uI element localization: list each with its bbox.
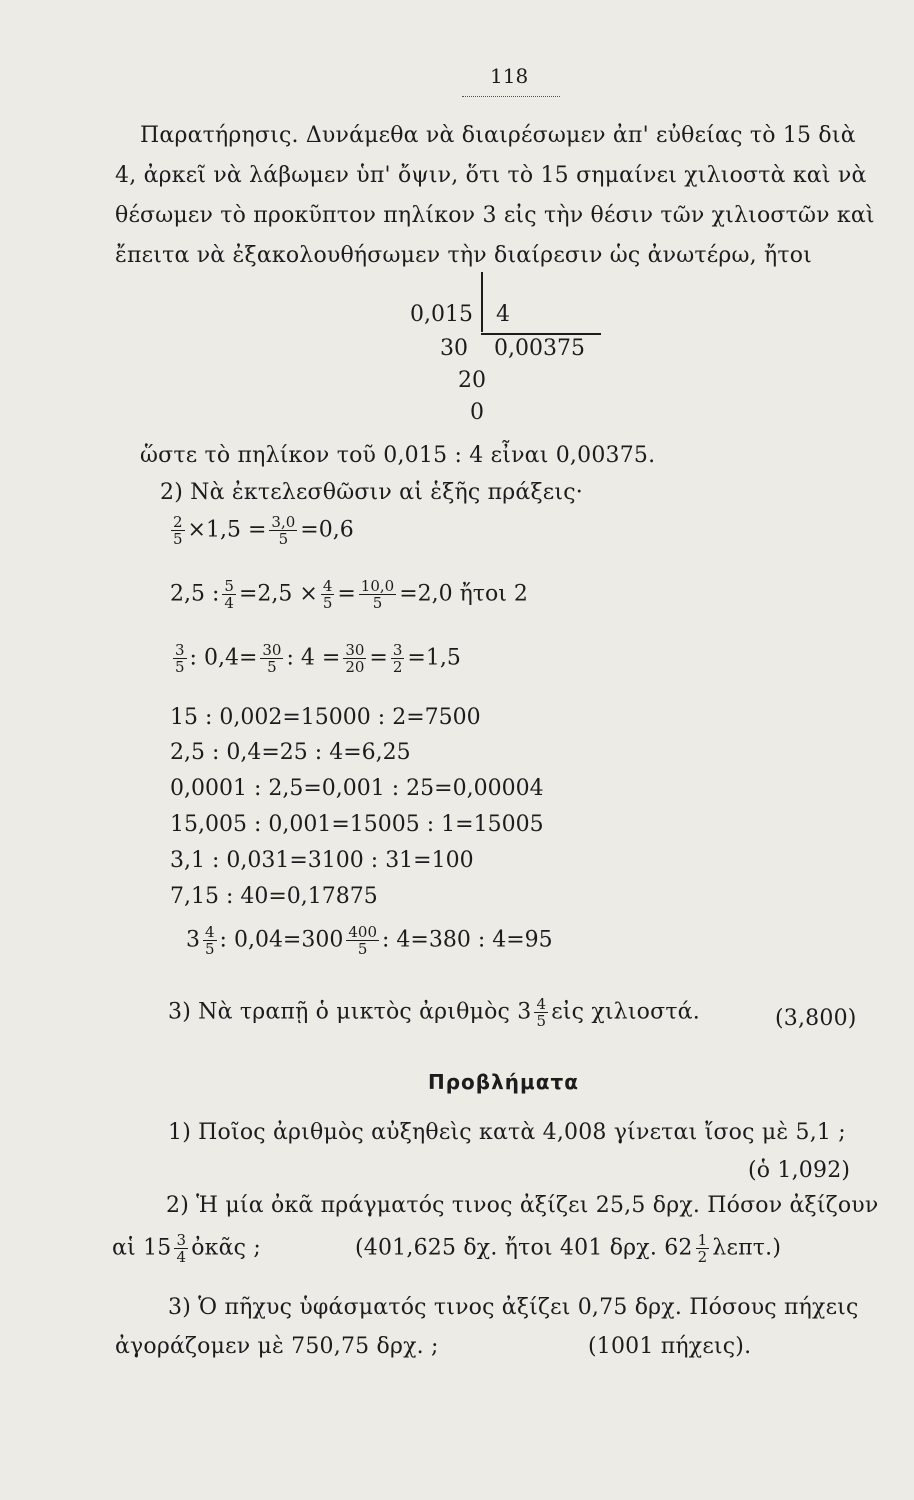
fraction: $\frac{2}{5}$ [173, 513, 183, 548]
problems-heading: Προβλήματα [428, 1070, 579, 1094]
equation-4: 15 : 0,002=15000 : 2=7500 [170, 705, 481, 730]
page-number: 118 [490, 64, 529, 88]
division-remainder-2: 20 [458, 368, 486, 393]
equation-6: 0,0001 : 2,5=0,001 : 25=0,00004 [170, 776, 544, 801]
equation-9: 7,15 : 40=0,17875 [170, 884, 378, 909]
problem-1-answer: (ὁ 1,092) [748, 1158, 851, 1183]
fraction: $\frac{3}{4}$ [176, 1231, 187, 1266]
problem-2-text: 2) Ἡ μία ὀκᾶ πράγματός τινος ἀξίζει 25,5 δρχ. Πόσον ἀξίζουν [166, 1193, 879, 1218]
division-divisor: 4 [496, 302, 510, 327]
problem-3-line-2: ἀγοράζομεν μὲ 750,75 δρχ. ; [115, 1334, 439, 1359]
equation-5: 2,5 : 0,4=25 : 4=6,25 [170, 740, 411, 765]
equation-1: $\frac{2}{5}$ ×1,5 = $\frac{3,0}{5}$ =0,6 [173, 513, 354, 548]
fraction: $\frac{3,0}{5}$ [271, 513, 296, 548]
fraction: $\frac{3}{2}$ [392, 641, 403, 676]
fraction: $\frac{1}{2}$ [697, 1231, 708, 1266]
fraction: $\frac{4}{5}$ [205, 923, 215, 958]
division-horizontal-line [481, 333, 601, 335]
page-number-rule [462, 96, 560, 97]
problem-2-line-2: αἱ 15 $\frac{3}{4}$ ὀκᾶς ; [112, 1231, 262, 1266]
intro-line-1: Παρατήρησις. Δυνάμεθα νὰ διαιρέσωμεν ἀπ' εὐθείας τὸ 15 διὰ [140, 123, 856, 148]
division-vertical-line [481, 272, 483, 332]
problem-1-text: 1) Ποῖος ἀριθμὸς αὐξηθεὶς κατὰ 4,008 γίνεται ἴσος μὲ 5,1 ; [168, 1120, 846, 1145]
equation-2: 2,5 : $\frac{5}{4}$ =2,5 × $\frac{4}{5}$ = $\frac{10,0}{5}$ =2,0 ἤτοι 2 [170, 577, 528, 612]
exercise-2-heading: 2) Νὰ ἐκτελεσθῶσιν αἱ ἑξῆς πράξεις· [160, 480, 583, 505]
equation-8: 3,1 : 0,031=3100 : 31=100 [170, 848, 474, 873]
problem-3-answer: (1001 πήχεις). [588, 1334, 752, 1359]
division-dividend: 0,015 [410, 302, 473, 327]
intro-line-3: θέσωμεν τὸ προκῦπτον πηλίκον 3 εἰς τὴν θέσιν τῶν χιλιοστῶν καὶ [115, 203, 875, 228]
fraction: $\frac{30}{20}$ [345, 641, 365, 676]
fraction: $\frac{400}{5}$ [348, 923, 378, 958]
exercise-3-answer: (3,800) [775, 1006, 857, 1031]
fraction: $\frac{4}{5}$ [322, 577, 333, 612]
fraction: $\frac{5}{4}$ [224, 577, 234, 612]
equation-7: 15,005 : 0,001=15005 : 1=15005 [170, 812, 544, 837]
division-remainder-1: 30 [440, 336, 468, 361]
fraction: $\frac{3}{5}$ [175, 641, 185, 676]
equation-10: 3 $\frac{4}{5}$ : 0,04=300 $\frac{400}{5}$ : 4=380 : 4=95 [186, 923, 553, 958]
division-remainder-3: 0 [470, 400, 484, 425]
intro-line-4: ἔπειτα νὰ ἐξακολουθήσωμεν τὴν διαίρεσιν ὡς ἀνωτέρω, ἤτοι [115, 243, 813, 268]
problem-2-answer: (401,625 δχ. ἤτοι 401 δρχ. 62 $\frac{1}{2}$ λεπτ.) [355, 1231, 782, 1266]
fraction: $\frac{4}{5}$ [536, 995, 547, 1030]
intro-line-2: 4, ἀρκεῖ νὰ λάβωμεν ὑπ' ὄψιν, ὅτι τὸ 15 σημαίνει χιλιοστὰ καὶ νὰ [115, 163, 867, 188]
division-quotient: 0,00375 [494, 336, 585, 361]
conclusion-line: ὥστε τὸ πηλίκον τοῦ 0,015 : 4 εἶναι 0,00375. [140, 443, 656, 468]
exercise-3: 3) Νὰ τραπῇ ὁ μικτὸς ἀριθμὸς 3 $\frac{4}{5}$ εἰς χιλιοστά. [168, 995, 700, 1030]
fraction: $\frac{30}{5}$ [262, 641, 282, 676]
problem-3-line-1: 3) Ὁ πῆχυς ὑφάσματός τινος ἀξίζει 0,75 δρχ. Πόσους πήχεις [168, 1295, 859, 1320]
equation-3: $\frac{3}{5}$ : 0,4= $\frac{30}{5}$ : 4 = $\frac{30}{20}$ = $\frac{3}{2}$ =1,5 [175, 641, 461, 676]
fraction: $\frac{10,0}{5}$ [360, 577, 395, 612]
